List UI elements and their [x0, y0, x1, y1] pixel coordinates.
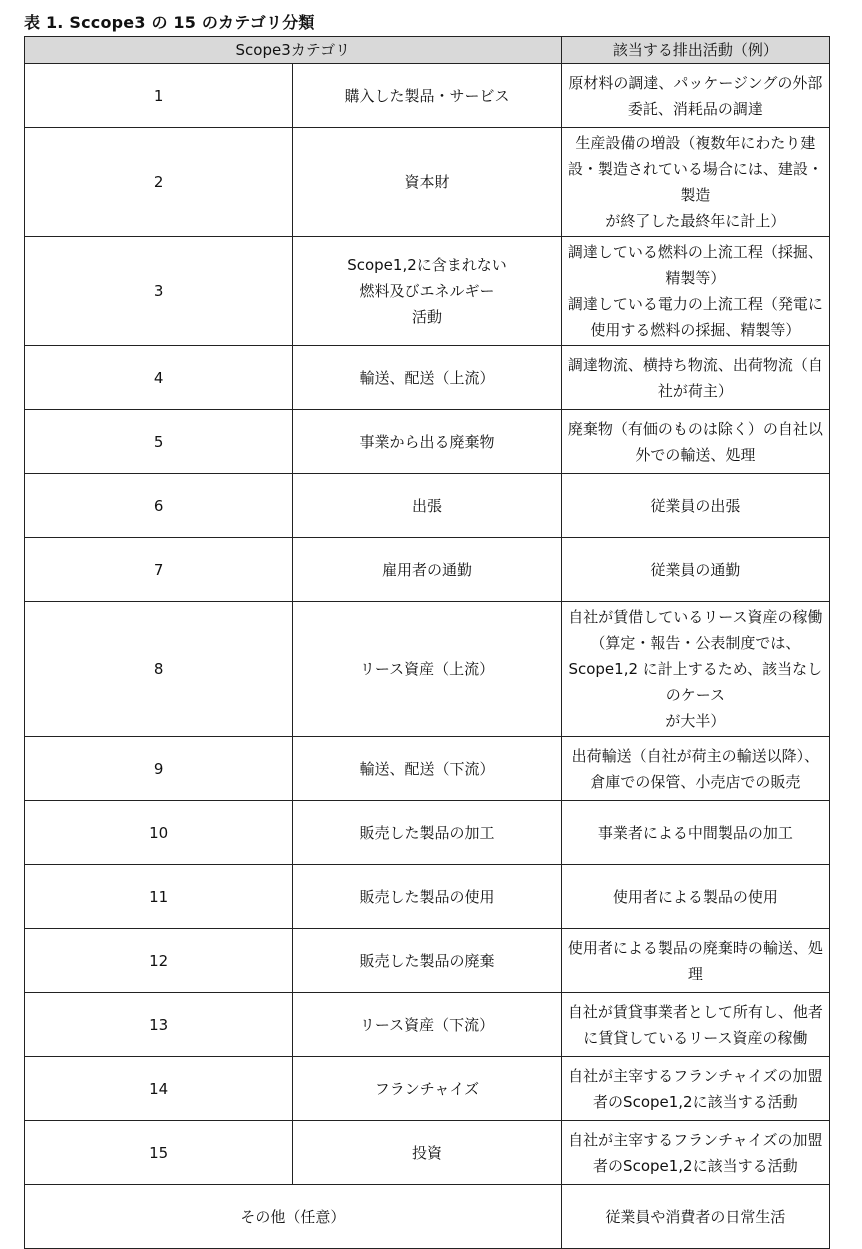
- table-row: [25, 538, 830, 602]
- table-body: [25, 64, 830, 1249]
- category-name: [293, 801, 561, 865]
- category-name-line: リース資産（上流）: [359, 660, 495, 678]
- emission-activity-line: 事業者による中間製品の加工: [597, 823, 793, 842]
- emission-activity: [561, 538, 829, 602]
- emission-activity-line: 従業員の通勤: [650, 560, 741, 579]
- category-name: [293, 602, 561, 737]
- category-name-line: 雇用者の通勤: [381, 560, 472, 579]
- category-name-line: Scope1,2に含まれない: [347, 256, 507, 274]
- emission-activity: [561, 737, 829, 801]
- other-category-name: その他（任意）: [25, 1185, 562, 1249]
- emission-activity: [561, 1121, 829, 1185]
- category-name: [293, 993, 561, 1057]
- table-row: [25, 64, 830, 128]
- category-name-line: 販売した製品の廃棄: [359, 951, 495, 970]
- category-number: 15: [25, 1121, 293, 1185]
- emission-activity-line: （算定・報告・公表制度では、Scope1,2 に計上するため、該当なしのケース: [568, 634, 823, 704]
- table-row: [25, 410, 830, 474]
- category-name: [293, 410, 561, 474]
- category-name-line: 販売した製品の使用: [359, 887, 495, 906]
- category-number: 9: [25, 737, 293, 801]
- table-caption: 表 1. Sccope3 の 15 のカテゴリ分類: [24, 13, 315, 32]
- category-name: [293, 1121, 561, 1185]
- emission-activity-line: 自社が主宰するフランチャイズの加盟者のScope1,2に該当する活動: [568, 1066, 823, 1111]
- emission-activity: [561, 801, 829, 865]
- category-name: [293, 1057, 561, 1121]
- emission-activity-line: 使用者による製品の廃棄時の輸送、処理: [567, 938, 823, 983]
- category-name-line: 輸送、配送（下流）: [359, 759, 495, 778]
- category-number: 2: [25, 128, 293, 237]
- category-number: 4: [25, 346, 293, 410]
- emission-activity-line: 出荷輸送（自社が荷主の輸送以降）、倉庫での保管、小売店での販売: [571, 746, 820, 791]
- category-number: 12: [25, 929, 293, 993]
- table-row: [25, 346, 830, 410]
- emission-activity: [561, 1057, 829, 1121]
- table-row: [25, 1057, 830, 1121]
- category-name: [293, 346, 561, 410]
- table-row: [25, 128, 830, 237]
- emission-activity: [561, 346, 829, 410]
- table-row-other: [25, 1185, 830, 1249]
- category-number: 6: [25, 474, 293, 538]
- emission-activity-line: 廃棄物（有価のものは除く）の自社以外での輸送、処理: [567, 419, 823, 464]
- category-name: [293, 538, 561, 602]
- emission-activity-line: 生産設備の増設（複数年にわたり建設・製造されている場合には、建設・製造: [567, 134, 823, 204]
- category-name-line: 購入した製品・サービス: [344, 86, 510, 105]
- emission-activity: [561, 64, 829, 128]
- scope3-category-table: [24, 36, 830, 1249]
- category-name-line: 資本財: [404, 173, 450, 191]
- emission-activity-line: 原材料の調達、パッケージングの外部委託、消耗品の調達: [568, 73, 823, 118]
- category-name: [293, 237, 561, 346]
- emission-activity-line: 調達している電力の上流工程（発電に使用する燃料の採掘、精製等）: [567, 295, 823, 339]
- table-header-row: [25, 37, 830, 64]
- emission-activity-line: 調達物流、横持ち物流、出荷物流（自社が荷主）: [567, 355, 823, 400]
- table-row: [25, 801, 830, 865]
- emission-activity: [561, 237, 829, 346]
- category-name: [293, 929, 561, 993]
- emission-activity-line: 自社が主宰するフランチャイズの加盟者のScope1,2に該当する活動: [568, 1130, 823, 1175]
- category-name-line: 輸送、配送（上流）: [359, 368, 495, 387]
- category-number: 14: [25, 1057, 293, 1121]
- table-row: [25, 237, 830, 346]
- emission-activity: [561, 993, 829, 1057]
- category-number: 10: [25, 801, 293, 865]
- category-name: [293, 128, 561, 237]
- table-row: [25, 602, 830, 737]
- table-row: [25, 1121, 830, 1185]
- table-row: [25, 993, 830, 1057]
- category-name-line: 投資: [411, 1143, 442, 1162]
- emission-activity: [561, 865, 829, 929]
- emission-activity-line: が終了した最終年に計上）: [605, 212, 786, 230]
- category-name-line: 販売した製品の加工: [359, 823, 495, 842]
- table-row: [25, 865, 830, 929]
- emission-activity: [561, 602, 829, 737]
- emission-activity-line: 使用者による製品の使用: [612, 887, 778, 906]
- header-category: Scope3カテゴリ: [25, 37, 562, 64]
- emission-activity: [561, 128, 829, 237]
- category-number: 8: [25, 602, 293, 737]
- emission-activity: [561, 929, 829, 993]
- emission-activity-line: 調達している燃料の上流工程（採掘、精製等）: [567, 243, 823, 287]
- category-name-line: フランチャイズ: [374, 1079, 480, 1098]
- category-name-line: 燃料及びエネルギー: [359, 282, 495, 300]
- category-name: [293, 737, 561, 801]
- emission-activity: [561, 410, 829, 474]
- emission-activity: [561, 474, 829, 538]
- emission-activity-line: 従業員の出張: [650, 496, 741, 515]
- category-name: [293, 865, 561, 929]
- table-row: [25, 929, 830, 993]
- emission-activity-line: 自社が賃借しているリース資産の稼働: [568, 608, 823, 626]
- category-number: 1: [25, 64, 293, 128]
- category-name-line: 活動: [411, 308, 442, 326]
- category-number: 7: [25, 538, 293, 602]
- category-number: 13: [25, 993, 293, 1057]
- category-name: [293, 64, 561, 128]
- table-row: [25, 737, 830, 801]
- category-number: 3: [25, 237, 293, 346]
- other-emission-activity: 従業員や消費者の日常生活: [561, 1185, 829, 1249]
- emission-activity-line: 自社が賃貸事業者として所有し、他者に賃貸しているリース資産の稼働: [567, 1002, 823, 1047]
- category-number: 11: [25, 865, 293, 929]
- category-name-line: リース資産（下流）: [359, 1015, 495, 1034]
- category-name-line: 出張: [411, 496, 442, 515]
- category-number: 5: [25, 410, 293, 474]
- category-name: [293, 474, 561, 538]
- table-row: [25, 474, 830, 538]
- emission-activity-line: が大半）: [665, 712, 726, 730]
- header-activity: 該当する排出活動（例）: [561, 37, 829, 64]
- category-name-line: 事業から出る廃棄物: [359, 432, 495, 451]
